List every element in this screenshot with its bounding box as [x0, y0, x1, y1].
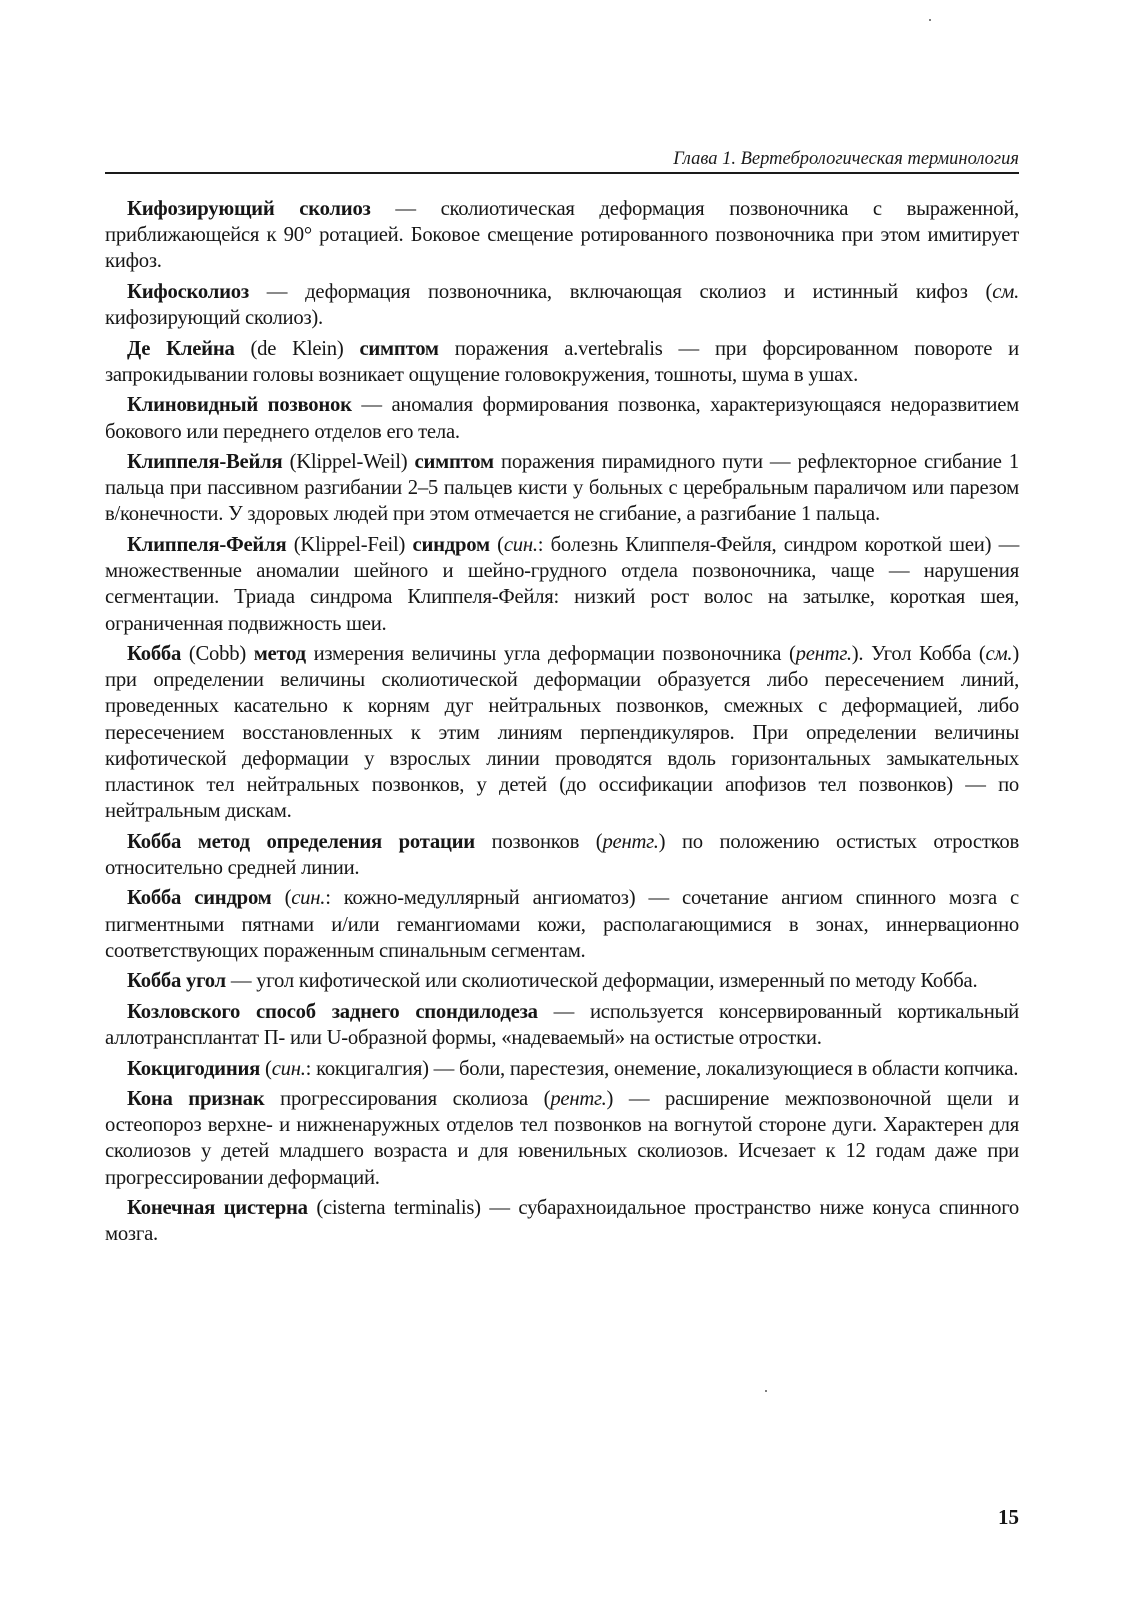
scan-speck	[765, 1390, 767, 1392]
entry-text: (Klippel-Feil)	[286, 533, 413, 556]
entry-term: Де Клейна	[127, 337, 235, 360]
entry-abbrev: син.	[291, 887, 326, 910]
glossary-entry	[105, 885, 1019, 964]
entry-text: поражения пирамидного пути — рефлекторное сгибание 1 пальца при пассивном разгибании 2–5 пальцев кисти у больных с церебральным параличом или парезом в/конечности. У здоровых людей при этом отмечается не сгибание, а разгибание 1 пальца.	[105, 451, 1020, 526]
entry-term: Козловского способ заднего спондилодеза	[127, 1000, 538, 1023]
glossary-entry	[105, 999, 1019, 1051]
entry-text: поражения a.vertebralis — при форсированном повороте и запрокидывании головы возникает ощущение головокружения, тошноты, шума в ушах.	[105, 337, 1020, 386]
glossary-entry	[105, 968, 1019, 994]
entry-term: Клиновидный позвонок	[127, 394, 352, 417]
entry-term: Кифосколиоз	[127, 280, 249, 303]
entry-text: : кокцигалгия) — боли, парестезия, онемение, локализующиеся в области копчика.	[305, 1057, 1019, 1080]
glossary-entry	[105, 1086, 1019, 1191]
glossary-entry	[105, 641, 1019, 824]
entry-text: (	[271, 887, 292, 910]
entry-abbrev: рентг.	[795, 643, 852, 666]
entry-abbrev: син.	[503, 533, 538, 556]
entry-term: Кокцигодиния	[127, 1057, 261, 1080]
entry-text: — сколиотическая деформация позвоночника с выраженной, приближающейся к 90° ротацией. Боковое смещение ротированного позвоночника при этом имитирует кифоз.	[105, 198, 1019, 273]
entry-abbrev: син.	[271, 1057, 306, 1080]
glossary-entry	[105, 449, 1019, 528]
entry-text: ) при определении величины сколиотической деформации образуется либо пересечением линий, проведенных касательно к корням дуг нейтральных позвонков, смежных с деформацией, либо пересечением восстановленных к этим линиям перпендикуляров. При определении величины кифотической деформации у взрослых линии проводятся вдоль горизонтальных замыкательных пластинок тел нейтральных позвонков, у детей (до оссификации апофизов тел позвонков) — по нейтральным дискам.	[105, 643, 1019, 823]
entry-term: Кобба метод определения ротации	[127, 830, 475, 853]
entry-abbrev: рентг.	[550, 1088, 607, 1111]
entry-text: прогрессирования сколиоза (	[264, 1088, 551, 1111]
glossary-entry	[105, 532, 1019, 637]
glossary-entry	[105, 336, 1019, 388]
glossary-entry	[105, 1056, 1019, 1082]
glossary-entry	[105, 279, 1019, 331]
entry-text: ). Угол Кобба (	[851, 643, 986, 666]
entry-text: — угол кифотической или сколиотической деформации, измеренный по методу Кобба.	[225, 970, 978, 993]
entry-text: (cisterna terminalis) — субарахноидальное пространство ниже конуса спинного мозга.	[105, 1197, 1020, 1246]
entry-term: Кифозирующий сколиоз	[127, 198, 371, 220]
entry-text: : болезнь Клиппеля-Фейля, синдром короткой шеи) — множественные аномалии шейного и шейно-грудного отдела позвоночника, чаще — нарушения сегментации. Триада синдрома Клиппеля-Фейля: низкий рост волос на затылке, короткая шея, ограниченная подвижность шеи.	[105, 533, 1020, 635]
scan-speck	[929, 19, 931, 21]
header-rule	[105, 172, 1019, 174]
entry-text: : кожно-медуллярный ангиоматоз) — сочетание ангиом спинного мозга с пигментными пятнами и/или гемангиомами кожи, располагающимися в зонах, иннервационно соответствующих пораженным спинальным сегментам.	[105, 887, 1019, 962]
glossary-entry	[105, 1195, 1019, 1247]
entry-term: Кобба	[127, 643, 182, 666]
glossary-entry	[105, 829, 1019, 881]
entry-term-bold: симптом	[414, 451, 494, 474]
entry-text: — используется консервированный кортикальный аллотрансплантат П- или U-образной формы, «надеваемый» на остистые отростки.	[105, 1000, 1019, 1050]
entry-text: ) по положению остистых отростков относительно средней линии.	[105, 830, 1019, 879]
entry-term-bold: метод	[253, 643, 306, 666]
entry-text: (Klippel-Weil)	[282, 451, 415, 474]
entry-text: — аномалия формирования позвонка, характеризующаяся недоразвитием бокового или переднего отделов его тела.	[105, 394, 1019, 443]
entry-term-bold: синдром	[412, 533, 490, 556]
entry-text: ) — расширение межпозвоночной щели и остеопороз верхне- и нижненаружных отделов тел позвонков на вогнутой стороне дуги. Характерен для сколиозов у детей младшего возраста и для ювенильных сколиозов. Исчезает к 12 годам даже при прогрессировании деформаций.	[105, 1088, 1020, 1189]
entry-abbrev: рентг.	[602, 830, 659, 853]
entry-text: (	[260, 1057, 272, 1080]
entry-text: кифозирующий сколиоз).	[105, 307, 323, 330]
glossary-entry	[105, 392, 1019, 444]
entry-text: (de Klein)	[234, 337, 360, 360]
page-number: 15	[998, 1505, 1019, 1529]
running-head: Глава 1. Вертебрологическая терминология	[673, 149, 1019, 169]
entry-term-bold: симптом	[359, 337, 439, 360]
glossary-entry	[105, 196, 1019, 275]
entry-term: Конечная цистерна	[127, 1197, 308, 1220]
entry-term: Кобба угол	[127, 970, 226, 993]
entry-term: Клиппеля-Вейля	[127, 451, 283, 474]
entry-abbrev: см.	[992, 280, 1019, 303]
entry-term: Кона признак	[127, 1088, 265, 1111]
entry-text: (	[489, 533, 504, 556]
entry-term: Кобба синдром	[127, 887, 272, 910]
entry-abbrev: см.	[985, 643, 1013, 666]
entry-text: — деформация позвоночника, включающая сколиоз и истинный кифоз (	[248, 280, 993, 303]
glossary-entries	[105, 196, 1020, 1252]
entry-text: позвонков (	[474, 830, 603, 853]
entry-text: измерения величины угла деформации позвоночника (	[305, 643, 796, 666]
entry-term: Клиппеля-Фейля	[127, 533, 287, 556]
entry-text: (Cobb)	[181, 643, 254, 666]
